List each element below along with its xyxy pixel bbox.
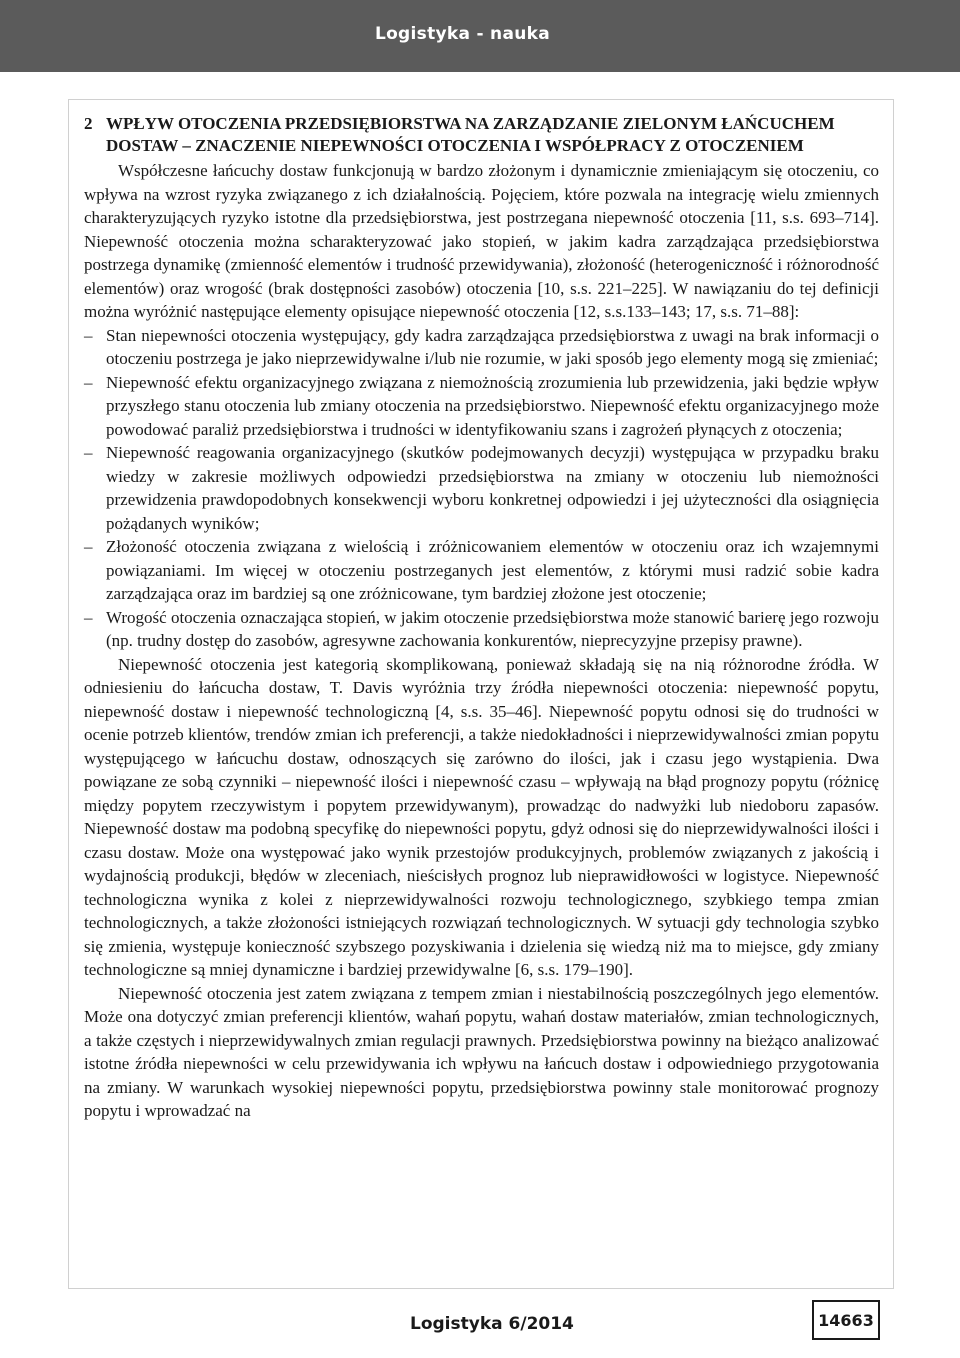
section-title: WPŁYW OTOCZENIA PRZEDSIĘBIORSTWA NA ZARZĄDZANIE ZIELONYM ŁAŃCUCHEM DOSTAW – ZNACZENIE NIEPEWNOŚCI OTOCZENIA I WSPÓŁPRACY Z OTOCZENIEM (106, 114, 835, 155)
dash-marker: – (84, 443, 93, 462)
footer-journal-issue: Logistyka 6/2014 (410, 1314, 574, 1334)
intro-paragraph: Współczesne łańcuchy dostaw funkcjonują w bardzo złożonym i dynamicznie zmieniającym się otoczeniu, co wpływa na wzrost ryzyka związanego z ich działalnością. Pojęciem, które pozwala na integrację wielu zmiennych charakteryzujących ryzyko istotne dla przedsiębiorstwa, jest postrzegana niepewność otoczenia [11, s.s. 693–714]. Niepewność otoczenia można scharakteryzować jako stopień, w jakim kadra zarządzająca przedsiębiorstwa postrzega dynamikę (zmienność elementów i trudność przewidywania), złożoność (heterogeniczność i różnorodność elementów) oraz wrogość (brak dostępności zasobów) otoczenia [10, s.s. 221–225]. W nawiązaniu do tej definicji można wyróżnić następujące elementy opisujące niepewność otoczenia [12, s.s.133–143; 17, s.s. 71–88]: (84, 161, 879, 321)
journal-section-title: Logistyka - nauka (374, 24, 550, 44)
section-number: 2 (84, 114, 93, 133)
article-content (84, 113, 879, 1123)
list-item (84, 535, 879, 606)
header-bar (0, 0, 960, 72)
list-item-text: Wrogość otoczenia oznaczająca stopień, w jakim otoczenie przedsiębiorstwa może stanowić barierę jego rozwoju (np. trudny dostęp do zasobów, agresywne zachowania konkurentów, nieprecyzyjne przepisy prawne). (106, 607, 879, 650)
list-item (84, 441, 879, 535)
dash-marker: – (84, 607, 93, 627)
list-item (84, 606, 879, 653)
section-heading (84, 113, 879, 157)
dash-marker: – (84, 325, 93, 345)
body-paragraph: Niepewność otoczenia jest zatem związana z tempem zmian i niestabilnością poszczególnych jego elementów. Może ona dotyczyć zmian preferencji klientów, wahań popytu, wahań dostaw materiałów, zmian technologicznych, a także częstych i nieprzewidywalnych zmian regulacji prawnych. Przedsiębiorstwa powinny na bieżąco analizować istotne źródła niepewności w celu przewidywania ich wpływu na łańcuch dostaw i odpowiedniego przygotowania na zmiany. W warunkach wysokiej niepewności popytu, przedsiębiorstwa powinny stale monitorować prognozy popytu i wprowadzać na (84, 983, 879, 1120)
list-item-text: Złożoność otoczenia związana z wielością i zróżnicowaniem elementów w otoczeniu oraz ich wzajemnymi powiązaniami. Im więcej w otoczeniu postrzeganych jest elementów, z którymi musi radzić sobie kadra zarządzająca oraz im bardziej są one zróżnicowane, tym bardziej złożone jest otoczenie; (106, 537, 879, 603)
dash-marker: – (84, 537, 93, 556)
dash-marker: – (84, 372, 93, 392)
list-item-text: Niepewność efektu organizacyjnego związana z niemożnością zrozumienia lub przewidzenia, jaki będzie wpływ przyszłego stanu otoczenia lub zmiany otoczenia na przedsiębiorstwo. Niepewność efektu organizacyjnego może powodować paraliż przedsiębiorstwa i trudności w identyfikowaniu szans i zagrożeń płynących z otoczenia; (106, 372, 879, 439)
body-paragraph: Niepewność otoczenia jest kategorią skomplikowaną, ponieważ składają się na nią różnorodne źródła. W odniesieniu do łańcucha dostaw, T. Davis wyróżnia trzy źródła niepewności otoczenia: niepewność popytu, niepewność dostaw i niepewność technologiczną [4, s.s. 35–46]. Niepewność popytu odnosi się do trudności w ocenie potrzeb klientów, trendów zmian ich preferencji, a także niedokładności i nieprzewidywalności zmian popytu występującego w łańcuchu dostaw, odnoszących się zarówno do ilości, jak i czasu jego wystąpienia. Dwa powiązane ze sobą czynniki – niepewność ilości i niepewność czasu – wpływają na błąd prognozy popytu (różnicę między popytem rzeczywistym i popytem przewidywanym), prowadząc do nadwyżki lub niedoboru zapasów. Niepewność dostaw ma podobną specyfikę do niepewności popytu, gdyż odnosi się do nieprzewidywalności ilości i czasu dostaw. Może ona występować jako wynik przestojów produkcyjnych, problemów związanych z jakością i wydajnością produkcji, błędów w zleceniach, nieścisłych prognoz lub nieprawidłowości w logistyce. Niepewność technologiczna wynika z kolei z nieprzewidywalności rozwoju technologicznego, szybkiego tempa zmian technologicznych, a także złożoności istniejących rozwiązań technologicznych. W sytuacji gdy technologia szybko się zmienia, występuje konieczność szybszego pozyskiwania i dzielenia się wiedzą niż ma to miejsce, gdy zmiany technologiczne są mniej dynamiczne i bardziej przewidywalne [6, s.s. 179–190]. (84, 654, 879, 979)
list-item (84, 371, 879, 442)
list-item (84, 324, 879, 371)
page-number: 14663 (818, 1310, 874, 1330)
list-item-text: Niepewność reagowania organizacyjnego (skutków podejmowanych decyzji) występująca w przypadku braku wiedzy w zakresie możliwych odpowiedzi przedsiębiorstwa na zmiany w otoczeniu lub niemożności przewidzenia prawdopodobnych konsekwencji wyboru konkretnej odpowiedzi i jej użyteczności dla osiągnięcia pożądanych wyników; (106, 443, 879, 533)
list-item-text: Stan niepewności otoczenia występujący, gdy kadra zarządzająca przedsiębiorstwa z uwagi na brak informacji o otoczeniu postrzega je jako nieprzewidywalne i/lub nie rozumie, w jaki sposób jego elementy mogą się zmieniać; (106, 325, 879, 368)
page-number-box (812, 1300, 880, 1340)
